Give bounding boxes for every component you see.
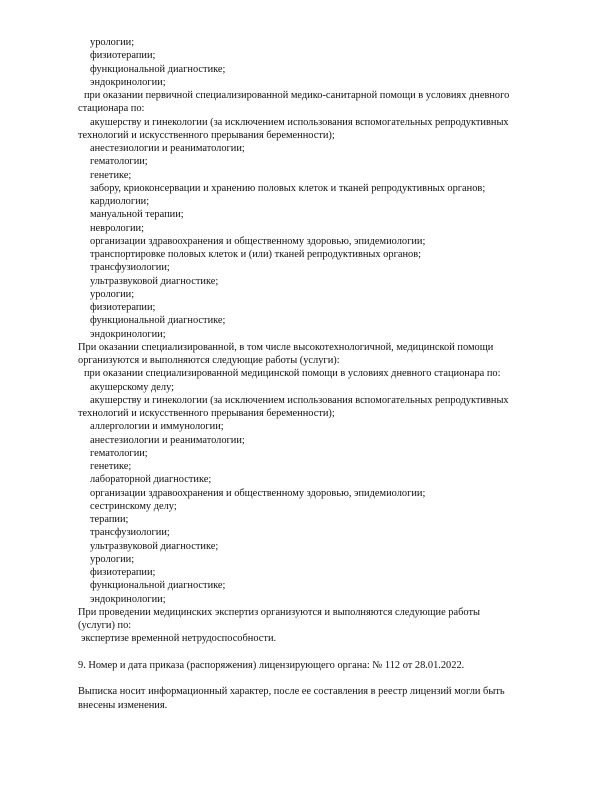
text-line: генетике; xyxy=(90,461,132,472)
text-line: технологий и искусственного прерывания беременности); xyxy=(78,129,335,141)
text-line: физиотерапии; xyxy=(90,567,156,578)
text-line: урологии; xyxy=(90,553,135,565)
text-line: 9. Номер и дата приказа (распоряжения) лицензирующего органа: № 112 от 28.01.2022. xyxy=(78,659,465,671)
text-line: аллергологии и иммунологии; xyxy=(90,421,224,433)
text-line: внесены изменения. xyxy=(78,699,168,711)
text-line: трансфузиологии; xyxy=(90,262,170,274)
text-line: При проведении медицинских экспертиз организуются и выполняются следующие работы xyxy=(78,606,480,618)
text-line: транспортировке половых клеток и (или) тканей репродуктивных органов; xyxy=(90,249,421,260)
text-line: физиотерапии; xyxy=(90,302,156,313)
text-line: неврологии; xyxy=(90,222,144,234)
text-line: эндокринологии; xyxy=(90,328,166,340)
text-line: эндокринологии; xyxy=(90,76,166,88)
text-line: трансфузиологии; xyxy=(90,527,170,539)
text-line: функциональной диагностике; xyxy=(90,315,226,327)
text-line: организации здравоохранения и общественному здоровью, эпидемиологии; xyxy=(90,487,426,499)
text-line: урологии; xyxy=(90,37,135,48)
paragraph-gap xyxy=(0,646,600,659)
text-line: гематологии; xyxy=(90,156,148,168)
text-line: сестринскому делу; xyxy=(90,500,177,512)
text-line: технологий и искусственного прерывания беременности); xyxy=(78,408,335,419)
text-line: организуются и выполняются следующие работы (услуги): xyxy=(78,355,340,366)
text-line: мануальной терапии; xyxy=(90,209,184,221)
text-line: ультразвуковой диагностике; xyxy=(90,540,219,552)
text-line: акушерству и гинекологии (за исключением использования вспомогательных репродуктивных xyxy=(90,116,509,128)
document-page xyxy=(0,36,600,712)
text-line: акушерству и гинекологии (за исключением использования вспомогательных репродуктивных xyxy=(90,394,509,406)
text-line: организации здравоохранения и общественному здоровью, эпидемиологии; xyxy=(90,235,426,247)
text-line: анестезиологии и реаниматологии; xyxy=(90,143,245,154)
text-line: экспертизе временной нетрудоспособности. xyxy=(81,633,277,645)
text-line: при оказании первичной специализированной медико-санитарной помощи в условиях дневного xyxy=(84,90,510,101)
text-line: лабораторной диагностике; xyxy=(90,474,212,486)
text-line: функциональной диагностике; xyxy=(90,63,226,75)
text-line: анестезиологии и реаниматологии; xyxy=(90,434,245,446)
text-line: физиотерапии; xyxy=(90,50,156,62)
text-line: кардиологии; xyxy=(90,196,150,207)
paragraph-gap xyxy=(0,672,600,685)
text-line: эндокринологии; xyxy=(90,593,166,605)
text-line: ультразвуковой диагностике; xyxy=(90,275,219,287)
text-line: функциональной диагностике; xyxy=(90,580,226,592)
text-line: стационара по: xyxy=(78,103,145,115)
text-line: урологии; xyxy=(90,288,135,300)
text-line: забору, криоконсервации и хранению половых клеток и тканей репродуктивных органов; xyxy=(90,182,486,194)
text-line: При оказании специализированной, в том числе высокотехнологичной, медицинской помощи xyxy=(78,341,494,353)
text-line: генетике; xyxy=(90,169,132,181)
text-line: Выписка носит информационный характер, после ее составления в реестр лицензий могли быть xyxy=(78,686,505,698)
text-line: терапии; xyxy=(90,514,129,525)
text-line: акушерскому делу; xyxy=(90,381,175,393)
text-line: (услуги) по: xyxy=(78,620,132,631)
text-line: при оказании специализированной медицинской помощи в условиях дневного стационара по: xyxy=(84,368,501,380)
text-line: гематологии; xyxy=(90,447,148,459)
